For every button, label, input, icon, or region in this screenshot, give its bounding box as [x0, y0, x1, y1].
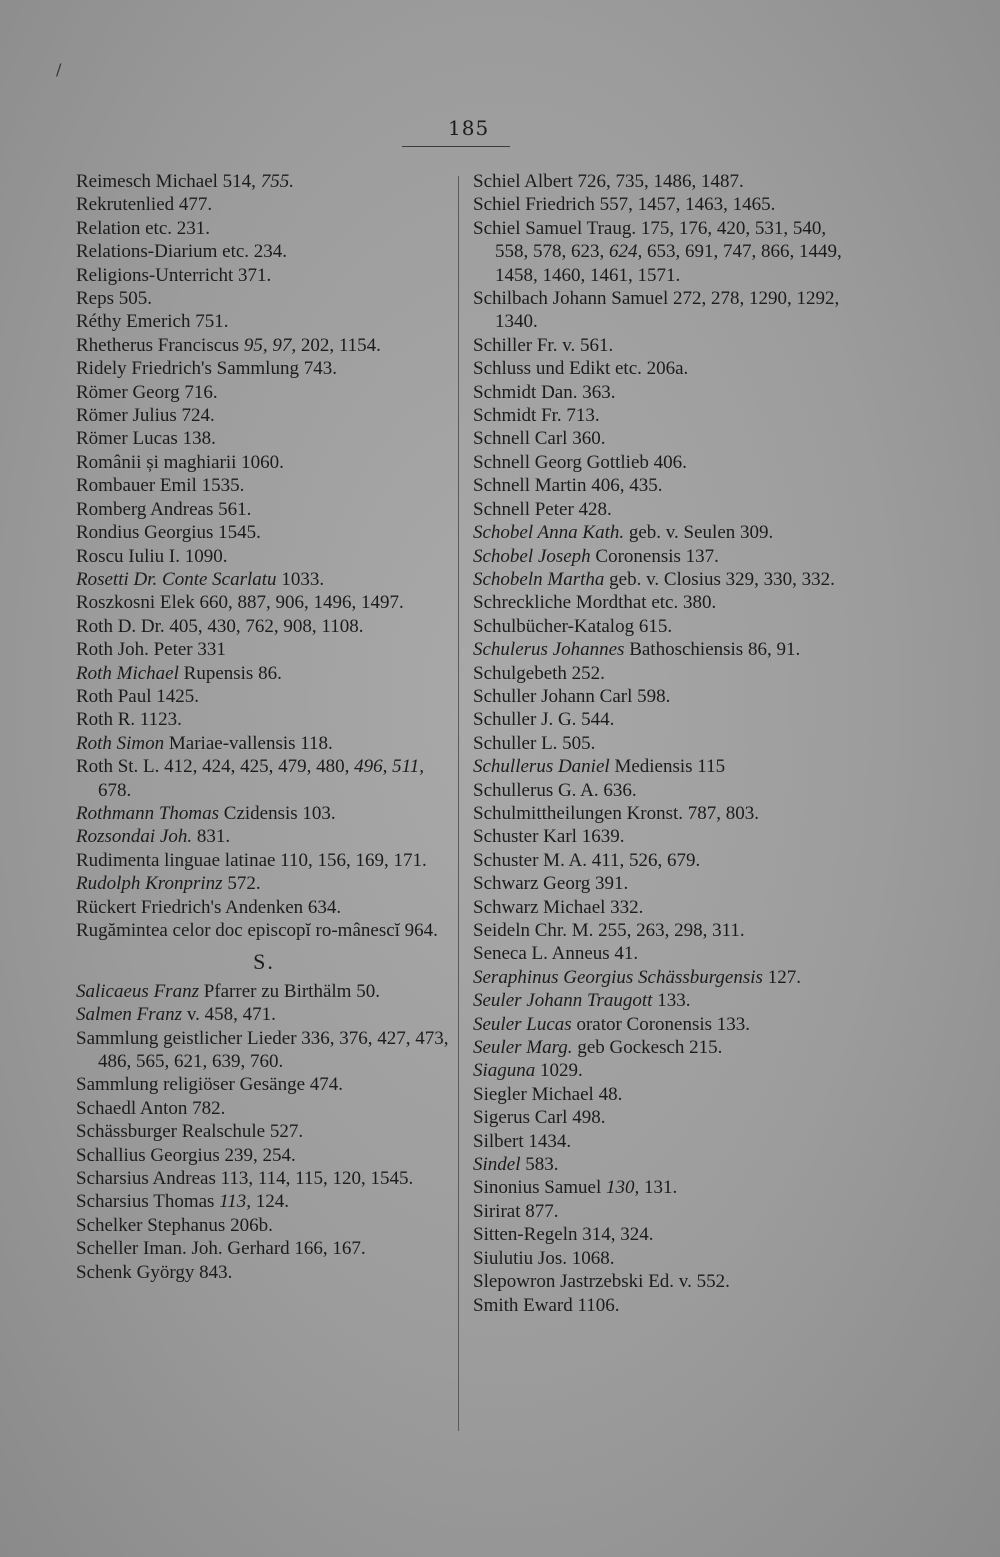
index-entry-text: Bathoschiensis 86, 91. — [624, 639, 801, 661]
index-entry-italic-text: Siaguna — [473, 1060, 536, 1082]
index-entry — [473, 474, 843, 497]
index-entry-text: Scharsius Thomas — [76, 1191, 220, 1213]
index-entry — [76, 872, 452, 895]
index-entry — [76, 1097, 452, 1120]
index-entry-italic-text: Schobeln Martha — [473, 568, 605, 590]
index-entry — [473, 1200, 843, 1223]
index-entry-italic-text: Seuler Lucas — [473, 1013, 572, 1035]
index-entry-text: 572. — [222, 873, 261, 895]
index-entry-text: Schenk György 843. — [76, 1261, 233, 1283]
index-entry — [76, 1214, 452, 1237]
index-entry-text: Rondius Georgius 1545. — [76, 522, 261, 544]
index-entry-text: Rupensis 86. — [178, 662, 282, 684]
index-entry — [473, 1223, 843, 1246]
index-entry — [76, 521, 452, 544]
index-column-left — [76, 170, 452, 1284]
index-entry — [76, 287, 452, 310]
index-entry-italic-text: Rozsondai Joh. — [76, 826, 193, 848]
index-entry — [76, 662, 452, 685]
index-entry-text: Roth D. Dr. 405, 430, 762, 908, 1108. — [76, 615, 364, 637]
index-entry — [76, 1190, 452, 1213]
index-entry-italic-text: Schulerus Johannes — [473, 639, 625, 661]
index-entry-italic-text: 755. — [260, 171, 294, 192]
index-entry — [473, 989, 843, 1012]
index-entry-text: Schnell Martin 406, 435. — [473, 475, 663, 497]
index-entry — [473, 568, 843, 591]
index-entry-text: Schässburger Realschule 527. — [76, 1121, 304, 1143]
index-entry-text: Românii și maghiarii 1060. — [76, 451, 284, 473]
index-entry — [473, 942, 843, 965]
index-entry — [76, 802, 452, 825]
index-entry-text: Schallius Georgius 239, 254. — [76, 1144, 296, 1166]
index-entry-italic-text: Schullerus Daniel — [473, 756, 610, 778]
index-entry-text: 133. — [652, 990, 691, 1012]
index-entry-text: Schulmittheilungen Kronst. 787, 803. — [473, 802, 760, 824]
index-entry — [473, 1153, 843, 1176]
index-entry-text: Roth R. 1123. — [76, 709, 182, 731]
index-entry-text: Schulbücher-Katalog 615. — [473, 615, 673, 637]
index-entry — [473, 755, 843, 778]
index-entry — [473, 849, 843, 872]
index-entry — [76, 264, 452, 287]
index-entry — [473, 404, 843, 427]
index-entry-text: Römer Julius 724. — [76, 405, 215, 427]
index-entry-text: Scheller Iman. Joh. Gerhard 166, 167. — [76, 1238, 366, 1260]
index-entry-text: Relations-Diarium etc. 234. — [76, 241, 288, 263]
index-entry — [473, 1270, 843, 1293]
index-entry — [76, 427, 452, 450]
index-entry — [473, 451, 843, 474]
index-entry — [76, 591, 452, 614]
index-entry-text: 127. — [762, 966, 801, 988]
index-entry-text: Sinonius Samuel — [473, 1177, 607, 1199]
index-entry-text: Slepowron Jastrzebski Ed. v. 552. — [473, 1271, 730, 1293]
index-entry — [76, 825, 452, 848]
index-entry — [76, 474, 452, 497]
index-entry — [76, 980, 452, 1003]
index-entry-italic-text: 95, 97, — [243, 334, 297, 356]
index-entry-text: Schuller L. 505. — [473, 732, 596, 754]
index-entry — [76, 334, 452, 357]
index-entry-text: Schulgebeth 252. — [473, 662, 605, 684]
index-entry — [76, 1144, 452, 1167]
index-entry-text: Roth St. L. 412, 424, 425, 479, 480, — [76, 756, 355, 778]
index-entry-italic-text: Seuler Johann Traugott — [473, 990, 653, 1012]
index-entry-italic-text: 624, — [609, 241, 643, 263]
index-entry — [473, 287, 843, 334]
index-entry-text: Schelker Stephanus 206b. — [76, 1214, 273, 1236]
index-entry-text: Rugămintea celor doc episcopĭ ro-mânescĭ 964. — [76, 920, 438, 941]
index-entry-italic-text: Roth Michael — [76, 662, 179, 684]
index-entry-text: 202, 1154. — [296, 334, 381, 356]
index-entry-text: Sammlung religiöser Gesänge 474. — [76, 1074, 344, 1096]
index-entry-text: Schuster M. A. 411, 526, 679. — [473, 849, 701, 871]
index-entry-text: 678. — [98, 779, 132, 801]
index-entry-text: Seideln Chr. M. 255, 263, 298, 311. — [473, 920, 745, 941]
index-entry — [473, 732, 843, 755]
index-entry-italic-text: 130, — [606, 1177, 640, 1199]
index-entry — [473, 381, 843, 404]
index-entry-text: 124. — [251, 1191, 290, 1213]
index-entry-italic-text: Rothmann Thomas — [76, 802, 220, 824]
index-entry-italic-text: Rosetti Dr. Conte Scarlatu — [76, 568, 277, 590]
section-heading: S. — [253, 949, 275, 975]
index-entry — [473, 334, 843, 357]
index-entry — [76, 240, 452, 263]
index-entry — [76, 1120, 452, 1143]
index-entry-italic-text: Rudolph Kronprinz — [76, 873, 223, 895]
index-entry-text: Sirirat 877. — [473, 1200, 559, 1222]
index-entry — [76, 685, 452, 708]
index-entry — [473, 708, 843, 731]
index-entry — [473, 545, 843, 568]
index-entry — [473, 591, 843, 614]
index-entry — [473, 427, 843, 450]
index-entry — [473, 170, 843, 193]
index-entry-text: v. 458, 471. — [182, 1004, 276, 1026]
index-entry — [76, 1167, 452, 1190]
index-entry — [76, 451, 452, 474]
index-entry-text: Schnell Carl 360. — [473, 428, 606, 450]
index-entry-italic-text: 113, — [219, 1191, 252, 1213]
index-entry-italic-text: Schobel Anna Kath. — [473, 522, 625, 544]
index-entry — [76, 615, 452, 638]
index-entry-text: Siulutiu Jos. 1068. — [473, 1247, 615, 1269]
index-entry-text: Roth Paul 1425. — [76, 685, 199, 707]
index-entry — [76, 1003, 452, 1026]
index-entry — [473, 966, 843, 989]
index-column-right — [473, 170, 843, 1317]
index-entry-text: Sammlung geistlicher Lieder 336, 376, 427, 473, 486, 565, 621, 639, 760. — [76, 1027, 449, 1073]
index-entry — [473, 615, 843, 638]
index-entry-italic-text: Salicaeus Franz — [76, 980, 199, 1002]
index-entry — [76, 755, 452, 802]
index-entry-text: Schiel Friedrich 557, 1457, 1463, 1465. — [473, 194, 776, 216]
index-entry — [76, 545, 452, 568]
index-entry — [76, 1237, 452, 1260]
index-entry — [473, 919, 843, 942]
index-entry-text: Schmidt Fr. 713. — [473, 405, 600, 427]
index-entry-text: Mariae-vallensis 118. — [164, 732, 333, 754]
index-entry — [473, 638, 843, 661]
index-entry-text: Rhetherus Franciscus — [76, 334, 244, 356]
index-entry-text: Rudimenta linguae latinae 110, 156, 169, 171. — [76, 849, 427, 871]
index-entry-text: Relation etc. 231. — [76, 217, 211, 239]
index-entry-text: Rekrutenlied 477. — [76, 194, 213, 216]
index-entry — [76, 381, 452, 404]
index-entry — [76, 732, 452, 755]
index-entry — [473, 685, 843, 708]
index-entry-text: Sigerus Carl 498. — [473, 1107, 606, 1129]
index-entry-text: Pfarrer zu Birthälm 50. — [198, 980, 380, 1002]
index-entry-text: Römer Lucas 138. — [76, 428, 216, 450]
index-entry — [76, 217, 452, 240]
index-entry-text: Schiller Fr. v. 561. — [473, 334, 614, 356]
index-entry-text: 1029. — [535, 1060, 583, 1082]
index-entry — [473, 357, 843, 380]
index-entry-text: 583. — [520, 1154, 559, 1176]
index-entry-text: 653, 691, 747, 866, 1449, 1458, 1460, 1461, 1571. — [495, 241, 842, 286]
index-entry-text: Römer Georg 716. — [76, 381, 218, 403]
index-entry-text: Roth Joh. Peter 331 — [76, 639, 226, 661]
index-entry-text: Smith Eward 1106. — [473, 1294, 620, 1316]
index-entry-text: 1033. — [276, 568, 325, 590]
index-entry — [473, 802, 843, 825]
index-entry-text: Réthy Emerich 751. — [76, 311, 229, 333]
index-entry — [76, 568, 452, 591]
index-entry-text: Romberg Andreas 561. — [76, 498, 252, 520]
index-entry — [473, 1013, 843, 1036]
index-entry-text: Schuster Karl 1639. — [473, 826, 625, 848]
index-entry — [473, 1036, 843, 1059]
index-entry-text: geb. v. Closius 329, 330, 332. — [604, 568, 835, 590]
index-entry — [76, 193, 452, 216]
index-entry-text: Czidensis 103. — [219, 802, 336, 824]
index-entry — [473, 1059, 843, 1082]
index-entry-text: Schluss und Edikt etc. 206a. — [473, 358, 689, 380]
index-entry-text: Religions-Unterricht 371. — [76, 264, 272, 286]
index-entry-italic-text: 496, 511, — [354, 756, 424, 778]
index-entry-italic-text: Schobel Joseph — [473, 545, 591, 567]
index-entry — [473, 521, 843, 544]
column-divider — [458, 176, 459, 1431]
index-entry — [473, 1106, 843, 1129]
index-entry-text: Schwarz Georg 391. — [473, 873, 629, 895]
index-entry-text: Reps 505. — [76, 288, 152, 310]
index-entry — [76, 638, 452, 661]
index-entry-text: Rückert Friedrich's Andenken 634. — [76, 896, 342, 918]
index-entry-text: geb Gockesch 215. — [572, 1037, 723, 1059]
index-entry — [473, 1130, 843, 1153]
index-entry-text: Coronensis 137. — [590, 545, 719, 567]
index-entry — [473, 662, 843, 685]
index-entry — [76, 357, 452, 380]
index-entry-text: Schiel Albert 726, 735, 1486, 1487. — [473, 171, 744, 192]
index-entry — [76, 896, 452, 919]
header-rule — [402, 146, 510, 147]
index-entry-text: Schullerus G. A. 636. — [473, 779, 637, 801]
index-entry-text: Silbert 1434. — [473, 1130, 572, 1152]
index-entry-text: Schwarz Michael 332. — [473, 896, 644, 918]
index-entry — [473, 1247, 843, 1270]
index-entry-text: Seneca L. Anneus 41. — [473, 943, 639, 965]
index-entry — [473, 217, 843, 287]
index-entry — [473, 896, 843, 919]
index-entry — [473, 193, 843, 216]
index-entry — [473, 779, 843, 802]
index-entry-text: 831. — [192, 826, 231, 848]
index-entry — [76, 849, 452, 872]
index-entry — [76, 1073, 452, 1096]
index-entry — [76, 1261, 452, 1284]
page-number: 185 — [448, 116, 490, 140]
index-entry — [473, 1294, 843, 1317]
index-entry — [76, 310, 452, 333]
index-entry-text: geb. v. Seulen 309. — [624, 522, 774, 544]
index-entry-text: Siegler Michael 48. — [473, 1083, 623, 1105]
index-entry-text: Mediensis 115 — [609, 756, 726, 778]
index-entry — [76, 170, 452, 193]
index-entry-text: Rombauer Emil 1535. — [76, 475, 245, 497]
index-entry-text: Ridely Friedrich's Sammlung 743. — [76, 358, 337, 380]
pencil-mark: / — [56, 60, 62, 79]
index-entry-text: 131. — [639, 1177, 678, 1199]
index-entry — [473, 825, 843, 848]
index-entry-text: Schuller Johann Carl 598. — [473, 685, 671, 707]
index-entry-italic-text: Salmen Franz — [76, 1004, 183, 1026]
index-entry-text: Schaedl Anton 782. — [76, 1097, 226, 1119]
index-entry-text: Roszkosni Elek 660, 887, 906, 1496, 1497. — [76, 592, 404, 614]
index-entry-text: Sitten-Regeln 314, 324. — [473, 1224, 654, 1246]
index-entry-text: Schiel Samuel Traug. 175, 176, 420, 531, 540, 558, 578, 623, — [473, 217, 827, 263]
index-entry-text: Scharsius Andreas 113, 114, 115, 120, 1545. — [76, 1168, 414, 1190]
index-entry-text: Schilbach Johann Samuel 272, 278, 1290, 1292, 1340. — [473, 288, 840, 333]
index-entry — [76, 1027, 452, 1074]
index-entry-text: orator Coronensis 133. — [571, 1013, 751, 1035]
index-entry-italic-text: Roth Simon — [76, 732, 165, 754]
index-entry — [76, 708, 452, 731]
index-entry-text: Schmidt Dan. 363. — [473, 381, 616, 403]
index-entry — [473, 872, 843, 895]
index-entry-text: Schuller J. G. 544. — [473, 709, 615, 731]
index-entry-text: Schnell Georg Gottlieb 406. — [473, 451, 687, 473]
index-entry — [473, 498, 843, 521]
index-entry-text: Schreckliche Mordthat etc. 380. — [473, 592, 717, 614]
index-entry-text: Schnell Peter 428. — [473, 498, 612, 520]
index-entry-italic-text: Seuler Marg. — [473, 1037, 573, 1059]
index-entry-italic-text: Sindel — [473, 1154, 521, 1176]
index-entry-text: Reimesch Michael 514, — [76, 171, 261, 192]
index-entry — [76, 498, 452, 521]
index-entry — [473, 1083, 843, 1106]
index-entry — [473, 1176, 843, 1199]
index-entry-text: Roscu Iuliu I. 1090. — [76, 545, 228, 567]
index-entry — [76, 919, 452, 942]
index-entry — [76, 404, 452, 427]
index-entry-italic-text: Seraphinus Georgius Schässburgensis — [473, 966, 763, 988]
